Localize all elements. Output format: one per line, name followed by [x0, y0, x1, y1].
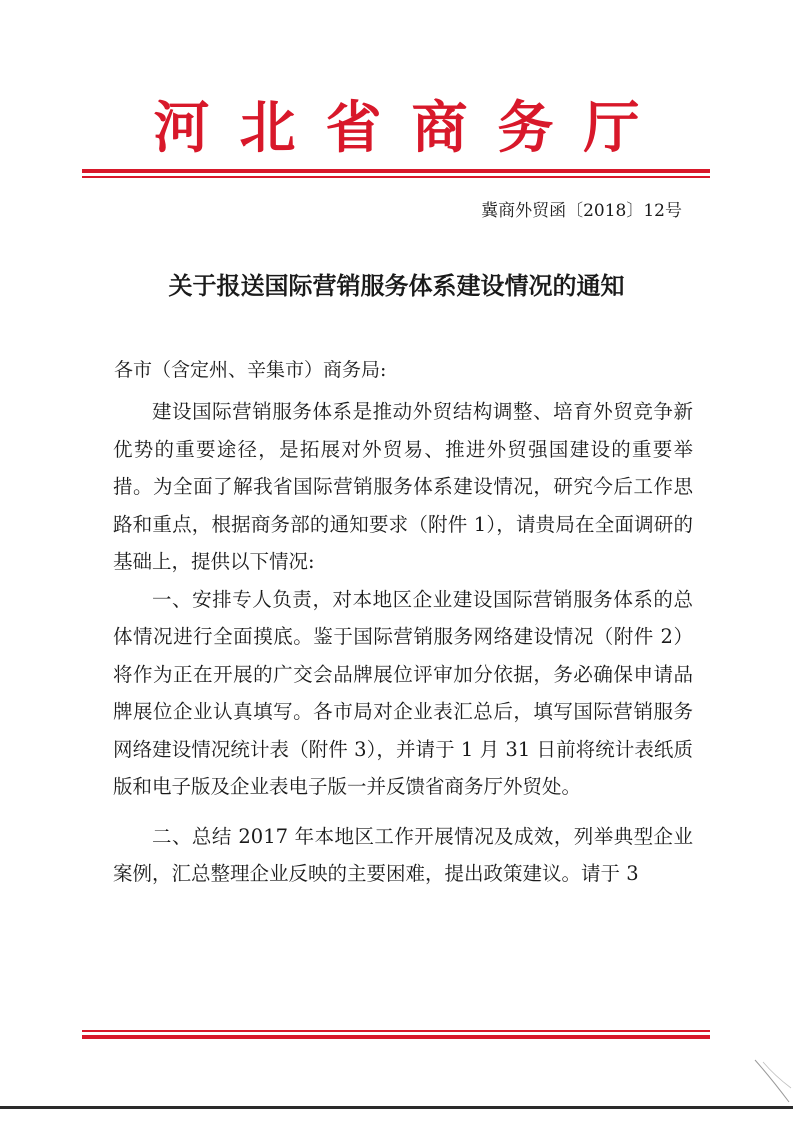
- scan-smudge-mark: [753, 1058, 793, 1108]
- document-title: 关于报送国际营销服务体系建设情况的通知: [168, 271, 625, 300]
- footer-red-rule-thin: [82, 1030, 710, 1032]
- agency-header-title: 河北省商务厅: [153, 95, 670, 161]
- header-red-rule-thick: [82, 169, 710, 173]
- header-red-rule-thin: [82, 176, 710, 178]
- footer-red-rule-thick: [82, 1035, 710, 1039]
- document-body: [113, 393, 693, 893]
- body-paragraph-intro: 建设国际营销服务体系是推动外贸结构调整、培育外贸竞争新优势的重要途径，是拓展对外贸易、推进外贸强国建设的重要举措。为全面了解我省国际营销服务体系建设情况，研究今后工作思路和重点，根据商务部的通知要求（附件 1），请贵局在全面调研的基础上，提供以下情况:: [113, 400, 693, 573]
- body-paragraph-item-1: 一、安排专人负责，对本地区企业建设国际营销服务体系的总体情况进行全面摸底。鉴于国际营销服务网络建设情况（附件 2）将作为正在开展的广交会品牌展位评审加分依据，务必确保申请品牌展位企业认真填写。各市局对企业表汇总后，填写国际营销服务网络建设情况统计表（附件 3），并请于 1 月 31 日前将统计表纸质版和电子版及企业表电子版一并反馈省商务厅外贸处。: [113, 587, 693, 798]
- body-paragraph-item-2: 二、总结 2017 年本地区工作开展情况及成效，列举典型企业案例，汇总整理企业反映的主要困难，提出政策建议。请于 3: [113, 824, 693, 885]
- addressee-line: 各市（含定州、辛集市）商务局:: [114, 359, 387, 381]
- document-number: 冀商外贸函〔2018〕12号: [481, 201, 682, 221]
- scan-bottom-edge: [0, 1106, 793, 1109]
